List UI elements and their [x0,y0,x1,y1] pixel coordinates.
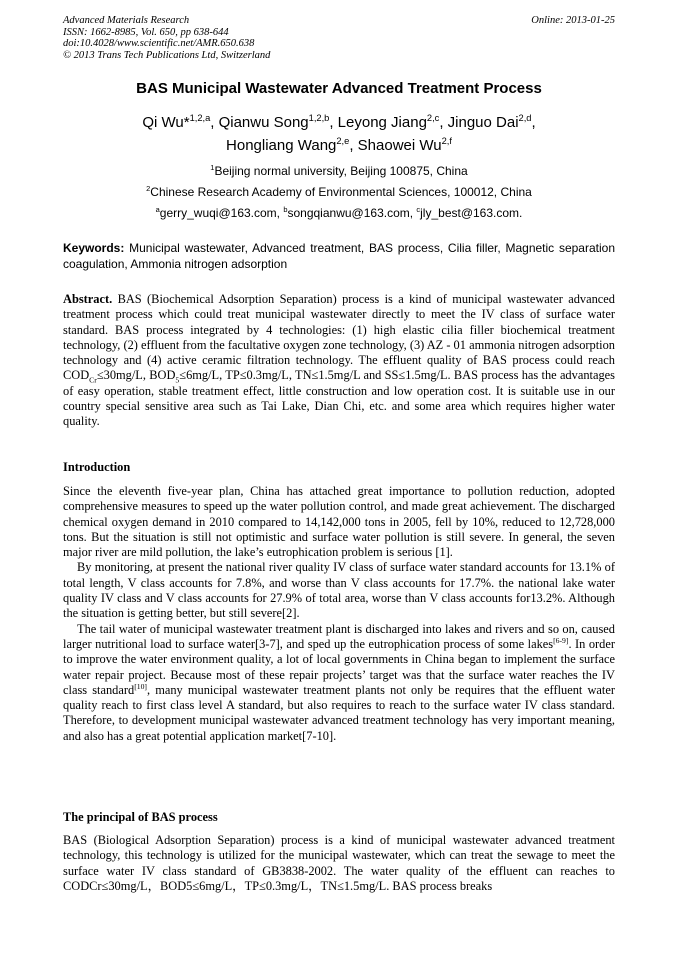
keywords-text: Municipal wastewater, Advanced treatment, BAS process, Cilia filler, Magnetic separation coagulation, Ammonia nitrogen adsorption [63,241,615,271]
intro-text: , many municipal wastewater treatment plants not only be requires that the effluent water quality reach to first class level A standard, but also requires to reach to the surface water IV class standard. Therefore, to development municipal wastewater advanced treatment technology has very important meaning, and also has a great potential application market[7-10]. [63,682,615,743]
principal-body [63,833,615,894]
author-name: Qi Wu* [142,114,190,131]
affil-text: Chinese Research Academy of Environmental Sciences, 100012, China [150,185,532,199]
abstract-sub: 5 [175,375,180,385]
intro-text: The tail water of municipal wastewater treatment plant is discharged into lakes and rivers and so on, caused larger nutritional load to surface water[3-7], and sped up the eutrophication process of some lakes [63,621,615,651]
email-link[interactable]: gerry_wuqi@163.com, [159,206,284,220]
affil-sup: 1 [210,163,215,172]
abstract-paragraph [63,292,615,430]
author-name: Hongliang Wang [226,137,337,154]
author-name: , Qianwu Song [210,114,309,131]
section-heading-introduction: Introduction [63,460,131,474]
author-affil-sup: 2,d [518,113,532,123]
abstract-text: ≤6mg/L, TP≤0.3mg/L, TN≤1.5mg/L and SS≤1.5mg/L. BAS process has the advantages of easy operation, stable treatment effect, little construction and low operation cost. It is suitable use in our country special sensitive area such as Tai Lake, Dian Chi, etc. and some area which requires higher water quality. [63,368,615,429]
principal-paragraph-1: BAS (Biological Adsorption Separation) process is a kind of municipal wastewater advanced treatment technology, this technology is utilized for the municipal wastewater, which can treat the sewage to meet the surface water IV class standard of GB3838-2002. The water quality of the effluent can reaches to CODCr≤30mg/L，BOD5≤6mg/L，TP≤0.3mg/L，TN≤1.5mg/L. BAS process breaks [63,833,615,893]
email-sup: b [283,205,288,214]
email-list [0,206,678,220]
citation-sup: [6-9] [553,635,569,645]
author-affil-sup: 2,f [441,136,452,146]
author-name: , Jinguo Dai [439,114,519,131]
email-sup: c [416,205,421,214]
affil-text: Beijing normal university, Beijing 100875, China [214,164,468,178]
paper-title: BAS Municipal Wastewater Advanced Treatment Process [136,80,542,97]
keywords [63,241,615,272]
section-heading-principal: The principal of BAS process [63,810,218,824]
email-sup: a [155,205,160,214]
abstract-text: BAS (Biochemical Adsorption Separation) process is a kind of municipal wastewater advanced treatment process which could treat municipal wastewater directly to meet the IV class of surface water standard. BAS process integrated by 4 technologies: (1) high elastic cilia filler biochemical treatment technology, (2) effluent from the facultative oxygen zone technology, (3) AZ - 01 ammonia nitrogen adsorption technology and (4) active ceramic filtration technology. The effluent quality of BAS process could reach COD [63,292,615,383]
author-separator: , [531,114,536,131]
abstract-text: ≤30mg/L, BOD [96,368,176,383]
author-line-1 [0,111,678,134]
issn-line: ISSN: 1662-8985, Vol. 650, pp 638-644 [63,26,229,38]
author-line-2 [0,134,678,157]
author-affil-sup: 2,e [336,136,350,146]
affiliation-2 [0,185,678,199]
author-list [0,111,678,157]
affiliation-1 [0,164,678,178]
intro-text: . In order to improve the water environment quality, a lot of local governments in China began to implement the surface water repair project. Because most of these repair projects’ target was that the surface water reaches the IV class standard [63,636,615,697]
author-name: , Leyong Jiang [329,114,427,131]
email-link[interactable]: jly_best@163.com. [420,206,523,220]
citation-sup: [10] [134,681,147,691]
intro-paragraph-1: Since the eleventh five-year plan, China has attached great importance to pollution reduction, adopted comprehensive measures to speed up the water pollution control, and made great achievement. The discharged chemical oxygen demand in 2010 compared to 14,142,000 tons in 2005, fell by 10%, reduced to 12,728,000 tons. But the situation is still not optimistic and surface water pollution is still severe. In general, the seven major river are mild pollution, the lake’s eutrophication problem is serious [1]. [63,484,615,560]
author-affil-sup: 1,2,b [308,113,330,123]
abstract-label: Abstract. [63,292,113,306]
author-affil-sup: 1,2,a [189,113,211,123]
introduction-body [63,484,615,744]
abstract-sub: Cr [89,375,97,385]
author-name: , Shaowei Wu [349,137,442,154]
journal-header [63,15,615,61]
abstract [63,292,615,430]
online-date: Online: 2013-01-25 [531,15,615,26]
affil-sup: 2 [146,184,151,193]
intro-paragraph-3 [63,622,615,744]
intro-paragraph-2: By monitoring, at present the national river quality IV class of surface water standard accounts for 13.1% of total length, V class accounts for 7.8%, and worse than V class accounts for 17.7%. the national lake water quality IV class and V class accounts for 27.9% of total area, worse than V class accounts for13.2%. Although the situation is getting better, but still severe[2]. [63,560,615,621]
keywords-label: Keywords: [63,241,125,255]
doi-line: doi:10.4028/www.scientific.net/AMR.650.638 [63,38,255,49]
journal-name: Advanced Materials Research [63,15,190,26]
email-link[interactable]: songqianwu@163.com, [287,206,417,220]
author-affil-sup: 2,c [426,113,440,123]
copyright-line: © 2013 Trans Tech Publications Ltd, Switzerland [63,49,271,61]
